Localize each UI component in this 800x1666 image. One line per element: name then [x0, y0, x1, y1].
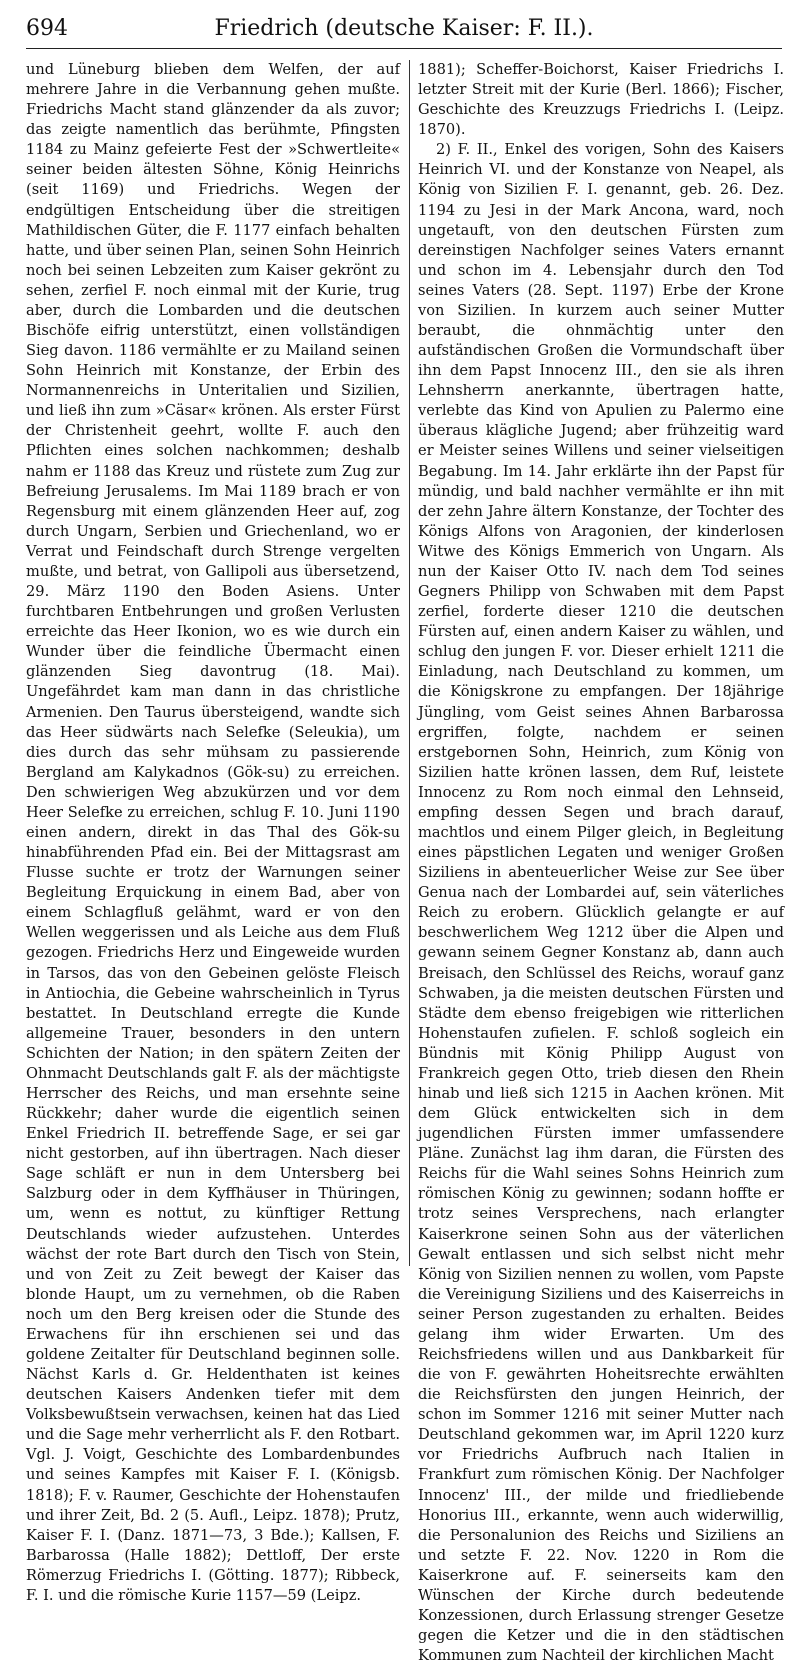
page-header — [26, 10, 782, 49]
left-column — [26, 60, 400, 1604]
running-head: Friedrich (deutsche Kaiser: F. II.). — [214, 16, 594, 41]
page-number: 694 — [26, 16, 68, 41]
paragraph: 2) F. II., Enkel des vorigen, Sohn des Kaisers Heinrich VI. und der Konstanze von Neapel, als König von Sizilien F. I. genannt, geb. 26. Dez. 1194 zu Jesi in der Mark Ancona, ward, noch ungetauft, von den deutschen Fürsten zum dereinstigen Nachfolger seines Vaters ernannt und schon im 4. Lebensjahr durch den Tod seines Vaters (28. Sept. 1197) Erbe der Krone von Sizilien. In kurzem auch seiner Mutter beraubt, die ohnmächtig unter den aufständischen Großen die Vormundschaft über ihn dem Papst Innocenz III., den sie als ihren Lehnsherrn anerkannte, übertragen hatte, verlebte das Kind von Apulien zu Palermo eine überaus klägliche Jugend; aber frühzeitig ward er Meister seines Willens und seiner vielseitigen Begabung. Im 14. Jahr erklärte ihn der Papst für mündig, und bald nachher vermählte er ihn mit der zehn Jahre ältern Konstanze, der Tochter des Königs Alfons von Aragonien, der kinderlosen Witwe des Königs Emmerich von Ungarn. Als nun der Kaiser Otto IV. nach dem Tod seines Gegners Philipp von Schwaben mit dem Papst zerfiel, forderte dieser 1210 die deutschen Fürsten auf, einen andern Kaiser zu wählen, und schlug den jungen F. vor. Dieser erhielt 1211 die Einladung, nach Deutschland zu kommen, um die Königskrone zu empfangen. Der 18jährige Jüngling, vom Geist seines Ahnen Barbarossa ergriffen, folgte, nachdem er seinen erstgebornen Sohn, Heinrich, zum König von Sizilien hatte krönen lassen, dem Ruf, leistete Innocenz zu Rom noch einmal den Lehnseid, empfing dessen Segen und brach darauf, machtlos und einem Pilger gleich, in Begleitung eines päpstlichen Legaten und weniger Großen Siziliens in abenteuerlicher Weise zur See über Genua nach der Lombardei auf, sein väterliches Reich zu erobern. Glücklich gelangte er auf beschwerlichem Weg 1212 über die Alpen und gewann seinem Gegner Konstanz ab, dann auch Breisach, den Schlüssel des Reichs, worauf ganz Schwaben, ja die meisten deutschen Fürsten und Städte dem ebenso freigebigen wie ritterlichen Hohenstaufen zufielen. F. schloß sogleich ein Bündnis mit König Philipp August von Frankreich gegen Otto, trieb diesen den Rhein hinab und ließ sich 1215 in Aachen krönen. Mit dem Glück entwickelten sich in dem jugendlichen Fürsten immer umfassendere Pläne. Zunächst lag ihm daran, die Fürsten des Reichs für die Wahl seines Sohns Heinrich zum römischen König zu gewinnen; sodann hoffte er trotz seines Versprechens, nach erlangter Kaiserkrone seinen Sohn aus der väterlichen Gewalt entlassen und sich selbst nicht mehr König von Sizilien nennen zu wollen, vom Papste die Vereinigung Siziliens und des Kaiserreichs in seiner Person zugestanden zu erhalten. Beides gelang ihm wider Erwarten. Um des Reichsfriedens willen und aus Dankbarkeit für die von F. gewährten Hoheitsrechte erwählten die Reichsfürsten den jungen Heinrich, der schon im Sommer 1216 mit seiner Mutter nach Deutschland gekommen war, im April 1220 kurz vor Friedrichs Aufbruch nach Italien in Frankfurt zum römischen König. Der Nachfolger Innocenz' III., der milde und friedliebende Honorius III., erkannte, wenn auch widerwillig, die Personalunion des Reichs und Siziliens an und setzte F. 22. Nov. 1220 in Rom die Kaiserkrone auf. F. seinerseits kam den Wünschen der Kirche durch bedeutende Konzessionen, durch Erlassung strenger Gesetze gegen die Ketzer und die in den städtischen Kommunen zum Nachteil der kirchlichen Macht — [418, 141, 784, 1665]
right-column — [418, 60, 784, 1665]
column-divider — [409, 60, 410, 1266]
paragraph: 1881); Scheffer-Boichorst, Kaiser Friedrichs I. letzter Streit mit der Kurie (Berl. 1866); Fischer, Geschichte des Kreuzzugs Friedrichs I. (Leipz. 1870). — [418, 61, 784, 139]
paragraph: und Lüneburg blieben dem Welfen, der auf mehrere Jahre in die Verbannung gehen mußte. Friedrichs Macht stand glänzender da als zuvor; das zeigte namentlich das berühmte, Pfingsten 1184 zu Mainz gefeierte Fest der »Schwertleite« seiner beiden ältesten Söhne, König Heinrichs (seit 1169) und Friedrichs. Wegen der endgültigen Entscheidung über die streitigen Mathildischen Güter, die F. 1177 einfach behalten hatte, und über seinen Plan, seinen Sohn Heinrich noch bei seinen Lebzeiten zum Kaiser gekrönt zu sehen, zerfiel F. noch einmal mit der Kurie, trug aber, durch die Lombarden und die deutschen Bischöfe eifrig unterstützt, einen vollständigen Sieg davon. 1186 vermählte er zu Mailand seinen Sohn Heinrich mit Konstanze, der Erbin des Normannenreichs in Unteritalien und Sizilien, und ließ ihn zum »Cäsar« krönen. Als erster Fürst der Christenheit geehrt, wollte F. auch den Pflichten eines solchen nachkommen; deshalb nahm er 1188 das Kreuz und rüstete zum Zug zur Befreiung Jerusalems. Im Mai 1189 brach er von Regensburg mit einem glänzenden Heer auf, zog durch Ungarn, Serbien und Griechenland, wo er Verrat und Feindschaft durch Strenge vergelten mußte, und betrat, von Gallipoli aus übersetzend, 29. März 1190 den Boden Asiens. Unter furchtbaren Entbehrungen und großen Verlusten erreichte das Heer Ikonion, wo es wie durch ein Wunder über die feindliche Übermacht einen glänzenden Sieg davontrug (18. Mai). Ungefährdet kam man dann in das christliche Armenien. Den Taurus übersteigend, wandte sich das Heer südwärts nach Selefke (Seleukia), um dies durch das sehr mühsam zu passierende Bergland am Kalykadnos (Gök-su) zu erreichen. Den schwierigen Weg abzukürzen und vor dem Heer Selefke zu erreichen, schlug F. 10. Juni 1190 einen andern, direkt in das Thal des Gök-su hinabführenden Pfad ein. Bei der Mittagsrast am Flusse suchte er trotz der Warnungen seiner Begleitung Erquickung in einem Bad, aber von einem Schlagfluß gelähmt, ward er von den Wellen weggerissen und als Leiche aus dem Fluß gezogen. Friedrichs Herz und Eingeweide wurden in Tarsos, das von den Gebeinen gelöste Fleisch in Antiochia, die Gebeine wahrscheinlich in Tyrus bestattet. In Deutschland erregte die Kunde allgemeine Trauer, besonders in den untern Schichten der Nation; in den spätern Zeiten der Ohnmacht Deutschlands galt F. als der mächtigste Herrscher des Reichs, und man ersehnte seine Rückkehr; daher wurde die eigentlich seinen Enkel Friedrich II. betreffende Sage, er sei gar nicht gestorben, auf ihn übertragen. Nach dieser Sage schläft er nun in dem Untersberg bei Salzburg oder in dem Kyffhäuser in Thüringen, um, wenn es nottut, zu künftiger Rettung Deutschlands wieder aufzustehen. Unterdes wächst der rote Bart durch den Tisch von Stein, und von Zeit zu Zeit bewegt der Kaiser das blonde Haupt, um zu vernehmen, ob die Raben noch um den Berg kreisen oder die Stunde des Erwachens für ihn erschienen sei und das goldene Zeitalter für Deutschland beginnen solle. Nächst Karls d. Gr. Heldenthaten ist keines deutschen Kaisers Andenken tiefer mit dem Volksbewußtsein verwachsen, keinen hat das Lied und die Sage mehr verherrlicht als F. den Rotbart. Vgl. J. Voigt, Geschichte des Lombardenbundes und seines Kampfes mit Kaiser F. I. (Königsb. 1818); F. v. Raumer, Geschichte der Hohenstaufen und ihrer Zeit, Bd. 2 (5. Aufl., Leipz. 1878); Prutz, Kaiser F. I. (Danz. 1871—73, 3 Bde.); Kallsen, F. Barbarossa (Halle 1882); Dettloff, Der erste Römerzug Friedrichs I. (Götting. 1877); Ribbeck, F. I. und die römische Kurie 1157—59 (Leipz. — [26, 61, 400, 1604]
